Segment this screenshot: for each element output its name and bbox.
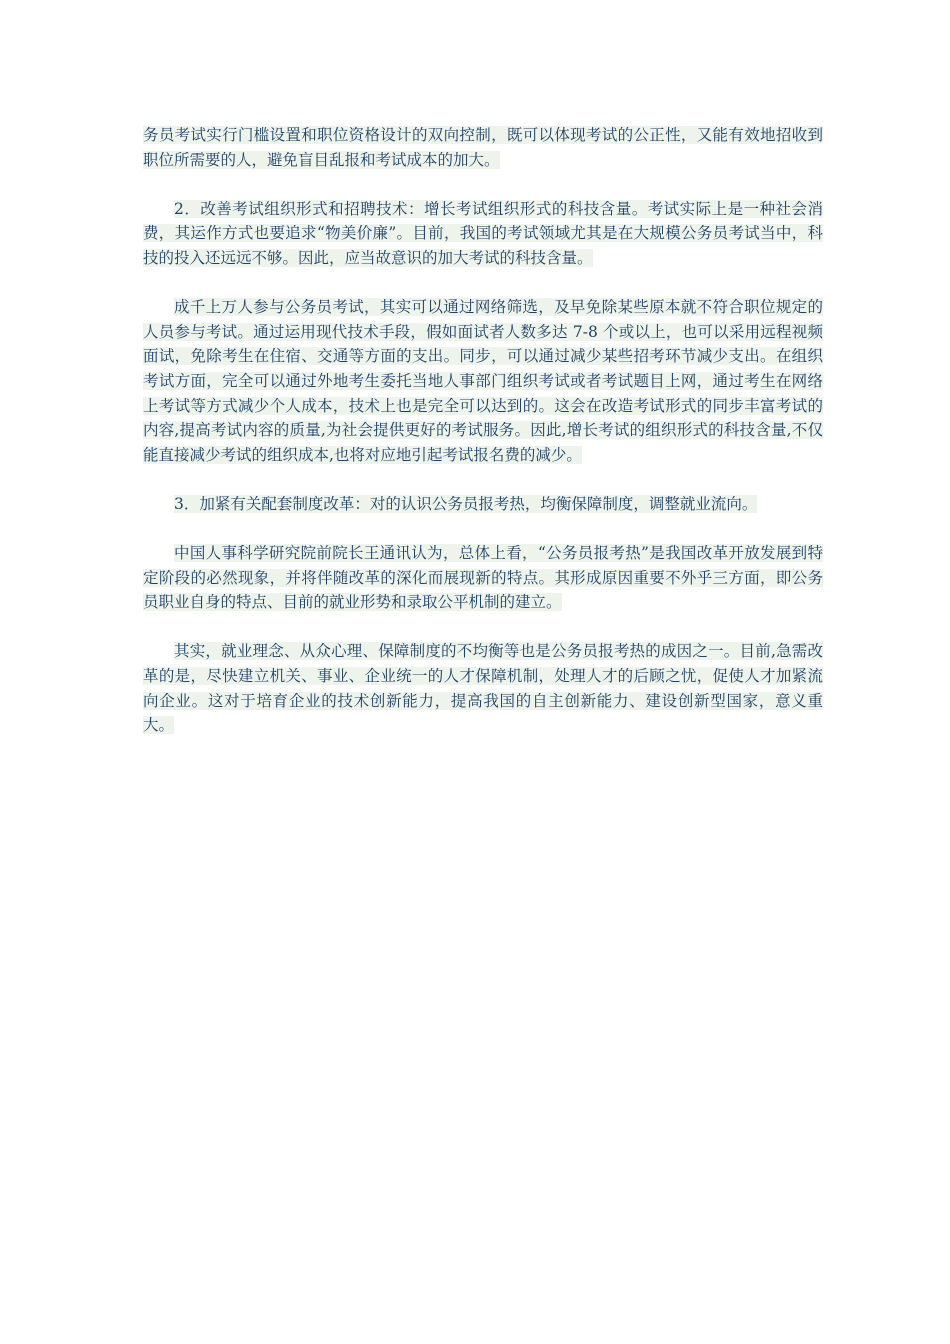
paragraph-5-text: 中国人事科学研究院前院长王通讯认为，总体上看，“公务员报考热”是我国改革开放发展到特定阶段的必然现象，并将伴随改革的深化而展现新的特点。其形成原因重要不外乎三方面，即公务员职业自身的特点、目前的就业形势和录取公平机制的建立。 (143, 544, 823, 612)
paragraph-3 (143, 295, 823, 467)
paragraph-1 (143, 123, 823, 172)
paragraph-2 (143, 197, 823, 271)
paragraph-4 (143, 492, 823, 517)
paragraph-5 (143, 541, 823, 615)
paragraph-3-text: 成千上万人参与公务员考试，其实可以通过网络筛选，及早免除某些原本就不符合职位规定的人员参与考试。通过运用现代技术手段，假如面试者人数多达 7-8 个或以上，也可以采用远程视频面试，免除考生在住宿、交通等方面的支出。同步，可以通过减少某些招考环节减少支出。在组织考试方面，完全可以通过外地考生委托当地人事部门组织考试或者考试题目上网，通过考生在网络上考试等方式减少个人成本，技术上也是完全可以达到的。这会在改造考试形式的同步丰富考试的内容,提高考试内容的质量,为社会提供更好的考试服务。因此,增长考试的组织形式的科技含量,不仅能直接减少考试的组织成本,也将对应地引起考试报名费的减少。 (143, 298, 823, 464)
paragraph-6 (143, 639, 823, 737)
paragraph-1-text: 务员考试实行门槛设置和职位资格设计的双向控制，既可以体现考试的公正性，又能有效地招收到职位所需要的人，避免盲目乱报和考试成本的加大。 (143, 126, 823, 169)
paragraph-4-text: 3．加紧有关配套制度改革：对的认识公务员报考热，均衡保障制度，调整就业流向。 (174, 494, 758, 513)
paragraph-6-text: 其实，就业理念、从众心理、保障制度的不均衡等也是公务员报考热的成因之一。目前,急需改革的是，尽快建立机关、事业、企业统一的人才保障机制，处理人才的后顾之忧，促使人才加紧流向企业。这对于培育企业的技术创新能力，提高我国的自主创新能力、建设创新型国家，意义重大。 (143, 642, 823, 735)
paragraph-2-text: 2．改善考试组织形式和招聘技术：增长考试组织形式的科技含量。考试实际上是一种社会消费，其运作方式也要追求“物美价廉”。目前，我国的考试领域尤其是在大规模公务员考试当中，科技的投入还远远不够。因此，应当故意识的加大考试的科技含量。 (143, 199, 823, 267)
document-page (143, 123, 823, 762)
